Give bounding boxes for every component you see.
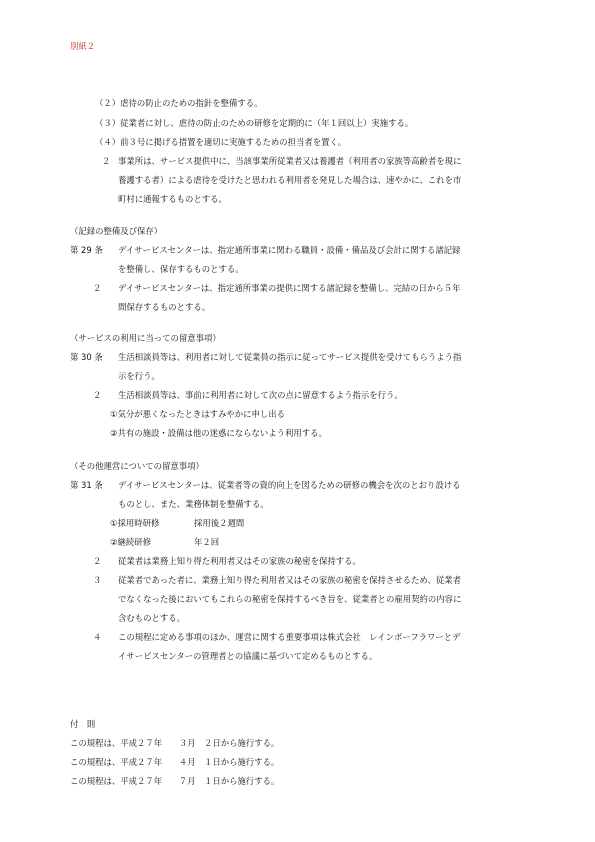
section-heading: （その他運営についての留意事項） <box>70 461 204 471</box>
paragraph-number: ２ <box>102 156 111 166</box>
paragraph-line: 従業者は業務上知り得た利用者又はその家族の秘密を保持する。 <box>118 556 361 566</box>
paragraph-line: 間保存するものとする。 <box>118 302 211 312</box>
paragraph-line: この規程に定める事項のほか、運営に関する重要事項は株式会社 レインボーフラワーとデ <box>118 632 461 642</box>
section-heading: （サービスの利用に当っての留意事項） <box>70 333 221 343</box>
paragraph-line: デイサービスセンターは、指定通所事業の提供に関する諸記録を整備し、完結の日から５年 <box>118 283 461 293</box>
item-3: （３）従業者に対し、虐待の防止のための研修を定期的に（年１回以上）実施する。 <box>95 118 414 128</box>
list-item: ①気分が悪くなったときはすみやかに申し出る <box>110 409 286 419</box>
paragraph-number: ２ <box>93 556 102 566</box>
paragraph-line: 町村に通報するものとする。 <box>118 194 227 204</box>
paragraph-line: 養護する者）による虐待を受けたと思われる利用者を発見した場合は、速やかに、これを市 <box>118 175 462 185</box>
training-value: 年２回 <box>194 537 220 547</box>
supplementary-heading: 付 則 <box>70 719 96 729</box>
paragraph-line: デイサービスセンターは、指定通所事業に関わる職員・設備・備品及び会計に関する諸記録 <box>118 245 461 255</box>
paragraph-line: 示を行う。 <box>118 371 160 381</box>
paragraph-line: イサービスセンターの管理者との協議に基づいて定めるものとする。 <box>118 651 378 661</box>
item-4: （４）前３号に掲げる措置を適切に実施するための担当者を置く。 <box>95 137 347 147</box>
paragraph-number: ２ <box>93 390 102 400</box>
paragraph-line: 従業者であった者に、業務上知り得た利用者又はその家族の秘密を保持させるため、従業者 <box>118 575 461 585</box>
paragraph-number: ２ <box>93 283 102 293</box>
article-label: 第 31 条 <box>70 480 103 490</box>
item-2: （２）虐待の防止のための指針を整備する。 <box>95 98 263 108</box>
paragraph-line: 生活相談員等は、事前に利用者に対して次の点に留意するよう指示を行う。 <box>118 390 403 400</box>
supplementary-line: この規程は、平成２７年 ７月 １日から施行する。 <box>70 776 280 786</box>
training-name: ②継続研修 <box>110 537 152 547</box>
training-name: ①採用時研修 <box>110 518 160 528</box>
article-label: 第 29 条 <box>70 245 103 255</box>
paragraph-line: 生活相談員等は、利用者に対して従業員の指示に従ってサービス提供を受けてもらうよう指 <box>118 352 462 362</box>
paragraph-line: デイサービスセンターは、従業者等の資的向上を図るための研修の機会を次のとおり設ける <box>118 480 461 490</box>
supplementary-line: この規程は、平成２７年 ４月 １日から施行する。 <box>70 757 280 767</box>
paragraph-line: でなくなった後においてもこれらの秘密を保持するべき旨を、従業者との雇用契約の内容に <box>118 594 462 604</box>
paragraph-line: を整備し、保存するものとする。 <box>118 264 244 274</box>
list-item: ②共有の施設・設備は他の迷惑にならないよう利用する。 <box>110 428 327 438</box>
paragraph-line: 事業所は、サービス提供中に、当該事業所従業者又は養護者（利用者の家族等高齢者を現に <box>118 156 462 166</box>
article-label: 第 30 条 <box>70 352 103 362</box>
supplementary-line: この規程は、平成２７年 ３月 ２日から施行する。 <box>70 738 280 748</box>
attachment-label: 別紙２ <box>70 41 96 51</box>
paragraph-number: ４ <box>93 632 102 642</box>
training-value: 採用後２週間 <box>194 518 245 528</box>
section-heading: （記録の整備及び保存） <box>70 226 163 236</box>
paragraph-number: ３ <box>93 575 102 585</box>
paragraph-line: ものとし、また、業務体制を整備する。 <box>118 499 269 509</box>
paragraph-line: 含むものとする。 <box>118 613 185 623</box>
